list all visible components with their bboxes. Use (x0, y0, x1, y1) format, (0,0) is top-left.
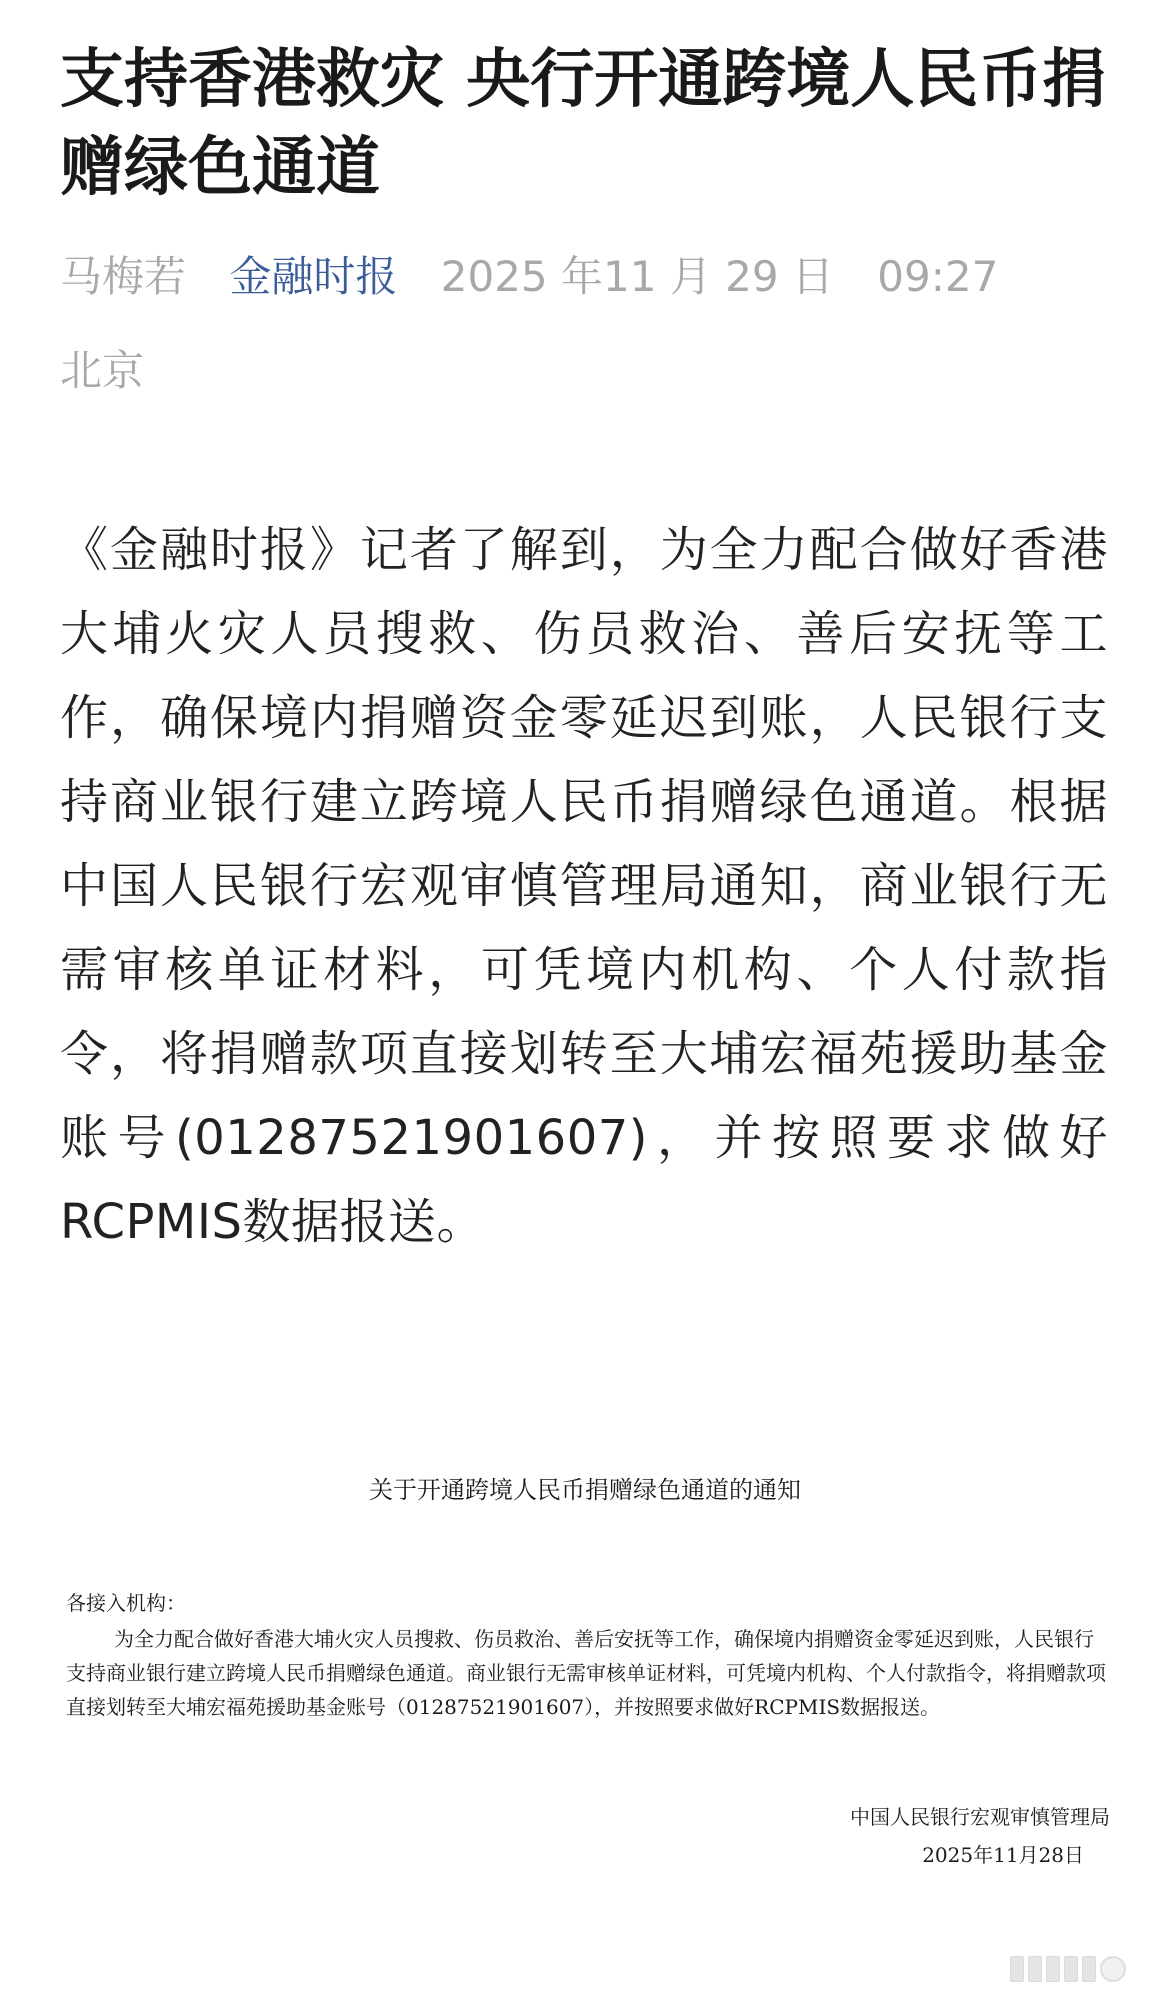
notice-title: 关于开通跨境人民币捐赠绿色通道的通知 (369, 1476, 801, 1504)
notice-image (0, 1400, 1170, 1900)
article-body: 《金融时报》记者了解到，为全力配合做好香港大埔火灾人员搜救、伤员救治、善后安抚等工作，确保境内捐赠资金零延迟到账，人民银行支持商业银行建立跨境人民币捐赠绿色通道。根据中国人民银行宏观审慎管理局通知，商业银行无需审核单证材料，可凭境内机构、个人付款指令，将捐赠款项直接划转至大埔宏福苑援助基金账号(01287521901607)，并按照要求做好RCPMIS数据报送。 (60, 522, 1108, 1250)
publish-date: 2025 年11 月 29 日 (440, 252, 834, 301)
notice-body: 为全力配合做好香港大埔火灾人员搜救、伤员救治、善后安抚等工作，确保境内捐赠资金零延迟到账，人民银行支持商业银行建立跨境人民币捐赠绿色通道。商业银行无需审核单证材料，可凭境内机构、个人付款指令，将捐赠款项直接划转至大埔宏福苑援助基金账号（01287521901607），并按照要求做好RCPMIS数据报送。 (66, 1627, 1106, 1719)
author-name: 马梅若 (60, 252, 187, 301)
article-location: 北京 (60, 346, 145, 395)
publish-time: 09:27 (877, 252, 999, 301)
notice-date: 2025年11月28日 (922, 1843, 1084, 1867)
notice-signature: 中国人民银行宏观审慎管理局 (850, 1805, 1110, 1829)
article-title: 支持香港救灾 央行开通跨境人民币捐赠绿色通道 (60, 43, 1107, 205)
article-meta (60, 242, 1028, 312)
source-link[interactable]: 金融时报 (229, 252, 398, 301)
notice-greeting: 各接入机构： (66, 1591, 186, 1615)
watermark-icon (1010, 1956, 1126, 1982)
